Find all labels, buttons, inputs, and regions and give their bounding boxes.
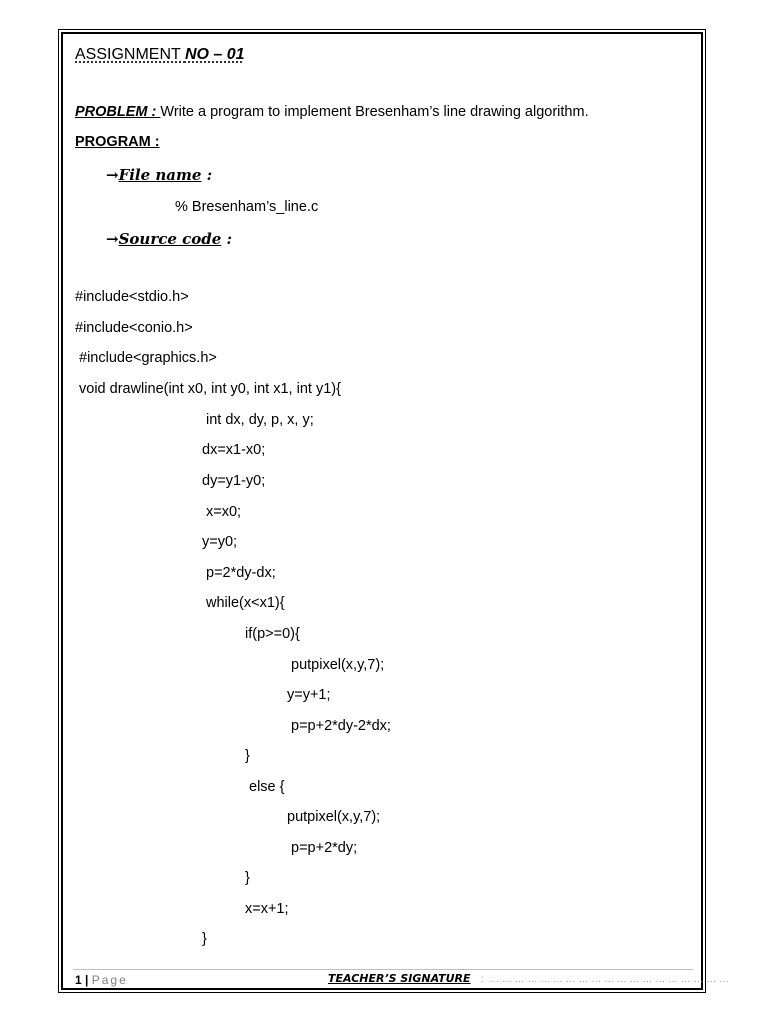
assignment-title — [75, 46, 245, 64]
teacher-signature-label: TEACHER’S SIGNATURE — [328, 972, 471, 985]
code-line: while(x<x1){ — [206, 595, 285, 611]
code-line: else { — [249, 779, 285, 795]
code-line: #include<graphics.h> — [79, 350, 217, 366]
code-line: p=p+2*dy-2*dx; — [291, 718, 391, 734]
code-line: putpixel(x,y,7); — [287, 809, 381, 825]
problem-text: Write a program to implement Bresenham’s line drawing algorithm. — [160, 104, 589, 120]
page-separator: | — [81, 973, 92, 987]
code-line: y=y+1; — [287, 687, 331, 703]
page-number-value: 1 — [75, 973, 82, 987]
code-line: y=y0; — [202, 534, 238, 550]
arrow-icon: → — [106, 230, 119, 248]
problem-statement — [75, 103, 589, 121]
code-line: dy=y1-y0; — [202, 473, 266, 489]
file-name-label: File name — [118, 166, 202, 184]
arrow-icon: → — [106, 166, 119, 184]
source-code-label: Source code — [118, 230, 222, 248]
code-line: } — [245, 870, 250, 886]
file-name-heading — [106, 165, 212, 185]
code-line: #include<conio.h> — [75, 320, 193, 336]
signature-colon: : — [478, 974, 484, 985]
code-line: p=2*dy-dx; — [206, 565, 276, 581]
signature-dots: … … … … … … … … … … … … … … … … … … … — [489, 974, 730, 985]
code-line: } — [202, 931, 207, 947]
page-word: Page — [91, 973, 128, 987]
title-prefix: ASSIGNMENT — [75, 46, 185, 63]
code-line: putpixel(x,y,7); — [291, 657, 385, 673]
code-line: dx=x1-x0; — [202, 442, 266, 458]
signature-line — [478, 973, 729, 987]
page-number — [75, 973, 128, 987]
code-line: void drawline(int x0, int y0, int x1, int y1){ — [79, 381, 341, 397]
code-line: } — [245, 748, 250, 764]
code-line: x=x0; — [206, 504, 242, 520]
program-label: PROGRAM : — [75, 134, 160, 150]
footer-rule — [73, 969, 693, 970]
file-name-colon: : — [201, 166, 213, 184]
source-code-heading — [106, 229, 232, 249]
code-line: p=p+2*dy; — [291, 840, 358, 856]
code-line: #include<stdio.h> — [75, 289, 189, 305]
source-code-colon: : — [221, 230, 233, 248]
file-name-value: % Bresenham’s_line.c — [175, 199, 319, 215]
title-number: NO – 01 — [184, 46, 245, 63]
code-line: if(p>=0){ — [245, 626, 300, 642]
code-line: int dx, dy, p, x, y; — [206, 412, 314, 428]
problem-label: PROBLEM : — [75, 104, 161, 120]
code-line: x=x+1; — [245, 901, 289, 917]
